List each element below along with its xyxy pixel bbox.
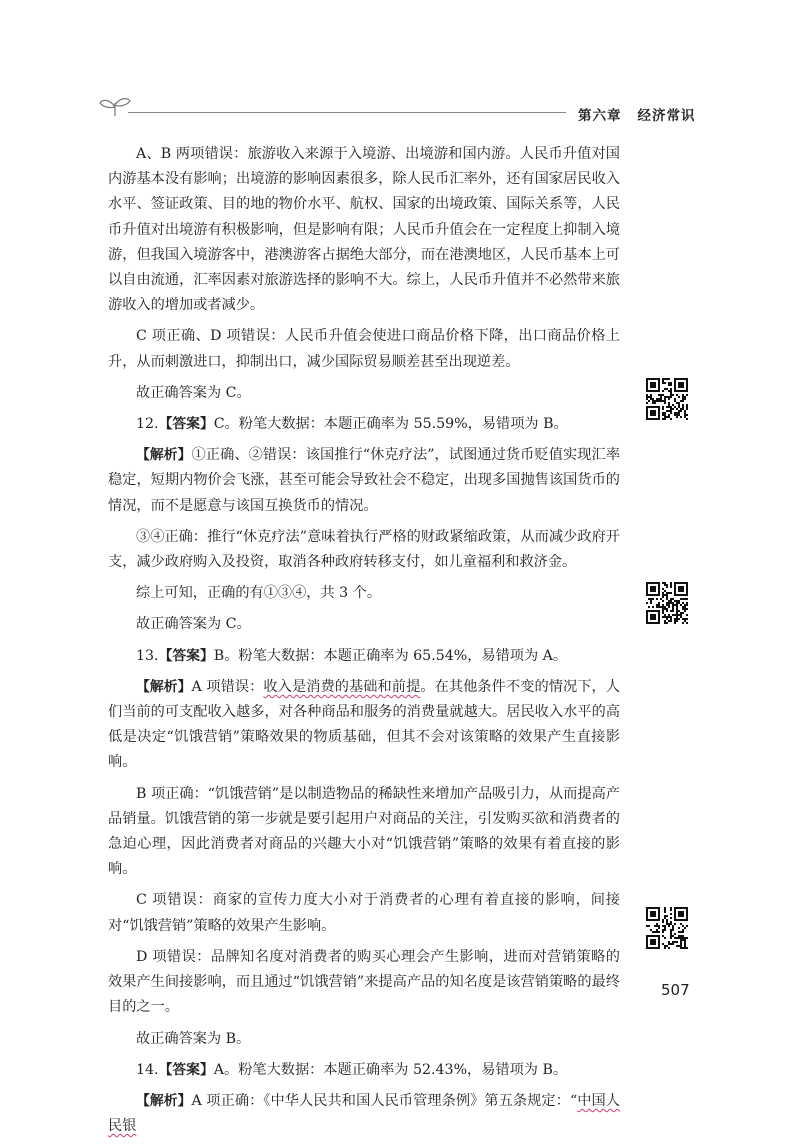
qr-code-question-13[interactable] (646, 582, 688, 624)
paragraph (108, 1089, 620, 1139)
paragraph (108, 525, 620, 575)
paragraph (108, 412, 620, 437)
header-rule (128, 112, 566, 113)
chapter-label: 第六章 (578, 108, 622, 124)
text-run: 14. (136, 1061, 159, 1078)
paragraph (108, 945, 620, 1021)
text-run: 12. (136, 416, 159, 433)
qr-code-question-14[interactable] (646, 907, 688, 949)
text-run: C 项错误：商家的宣传力度大小对于消费者的心理有着直接的影响，间接对“饥饿营销”策略的效果产生影响。 (108, 892, 620, 934)
text-run: A 项正确：《中华人民共和国人民币管理条例》第五条规定：“ (191, 1092, 578, 1109)
paragraph (108, 324, 620, 374)
chapter-title: 经济常识 (637, 108, 696, 124)
chapter-heading (578, 104, 696, 124)
page-number: 507 (661, 981, 690, 999)
text-run: 综上可知，正确的有①③④，共 3 个。 (136, 585, 382, 602)
text-run: 故正确答案为 C。 (136, 616, 251, 633)
text-run: 故正确答案为 B。 (136, 1030, 251, 1047)
section-marker: 【解析】 (136, 678, 192, 695)
text-run: B。粉笔大数据：本题正确率为 65.54%，易错项为 A。 (213, 647, 568, 664)
text-run: C 项正确、D 项错误：人民币升值会使进口商品价格下降，出口商品价格上升，从而刺激进口，抑制出口，减少国际贸易顺差甚至出现逆差。 (108, 328, 620, 370)
text-run: A 项错误： (191, 678, 264, 695)
text-run: D 项错误：品牌知名度对消费者的购买心理会产生影响，进而对营销策略的效果产生间接影响，而且通过“饥饿营销”来提高产品的知名度是该营销策略的最终目的之一。 (108, 948, 620, 1016)
paragraph (108, 675, 620, 776)
text-run: 。在其他条件不变的情况下，人们当前的可支配收入越多，对各种商品和服务的消费量就越大。居民收入水平的高低是决定“饥饿营销”策略效果的物质基础，但其不会对该策略的效果产生直接影响。 (108, 678, 620, 771)
paragraph (108, 612, 620, 637)
qr-code-icon (646, 378, 688, 420)
qr-code-icon (646, 907, 688, 949)
text-run: A、B 两项错误：旅游收入来源于入境游、出境游和国内游。人民币升值对国内游基本没有影响；出境游的影响因素很多，除人民币汇率外，还有国家居民收入水平、签证政策、目的地的物价水平、航权、国家的出境政策、国际关系等，人民币升值对出境游有积极影响，但是影响有限；人民币升值会在一定程度上抑制入境游，但我国入境游客中，港澳游客占据绝大部分，而在港澳地区，人民币基本上可以自由流通，汇率因素对旅游选择的影响不大。综上，人民币升值并不必然带来旅游收入的增加或者减少。 (108, 146, 620, 314)
section-marker: 【答案】 (158, 647, 214, 664)
paragraph (108, 1027, 620, 1052)
section-marker: 【答案】 (158, 1061, 214, 1078)
text-run: ③④正确：推行“休克疗法”意味着执行严格的财政紧缩政策，从而减少政府开支，减少政府购入及投资，取消各种政府转移支付，如儿童福利和救济金。 (108, 528, 620, 571)
text-run: ①正确、②错误：该国推行“休克疗法”，试图通过货币贬值实现汇率稳定，短期内物价会飞涨，甚至可能会导致社会不稳定，出现多国抛售该国货币的情况，而不是愿意与该国互换货币的情况。 (108, 447, 621, 514)
paragraph (108, 381, 620, 406)
paragraph (108, 443, 620, 519)
paragraph (108, 782, 620, 883)
qr-code-question-12[interactable] (646, 378, 688, 420)
section-marker: 【答案】 (158, 416, 214, 433)
paragraph (108, 142, 620, 318)
text-run: B 项正确：“饥饿营销”是以制造物品的稀缺性来增加产品吸引力，从而提高产品销量。饥饿营销的第一步就是要引起用户对商品的关注，引发购买欲和消费者的急迫心理，因此消费者对商品的兴趣大小对“饥饿营销”策略的效果有着直接的影响。 (108, 785, 620, 878)
qr-code-icon (646, 582, 688, 624)
answer-explanation-text (108, 142, 620, 1145)
text-run: C。粉笔大数据：本题正确率为 55.59%，易错项为 B。 (213, 416, 568, 433)
paragraph (108, 644, 620, 669)
sprout-logo-icon (98, 95, 132, 117)
text-run: A。粉笔大数据：本题正确率为 52.43%，易错项为 B。 (213, 1061, 568, 1078)
highlighted-phrase: 收入是消费的基础和前提 (263, 678, 421, 695)
paragraph (108, 1058, 620, 1083)
text-run: 故正确答案为 C。 (136, 384, 251, 401)
highlighted-phrase: 中国人民银 (108, 1092, 620, 1135)
paragraph (108, 888, 620, 938)
paragraph (108, 581, 620, 606)
section-marker: 【解析】 (136, 447, 192, 464)
section-marker: 【解析】 (136, 1092, 192, 1109)
text-run: 13. (136, 647, 159, 664)
